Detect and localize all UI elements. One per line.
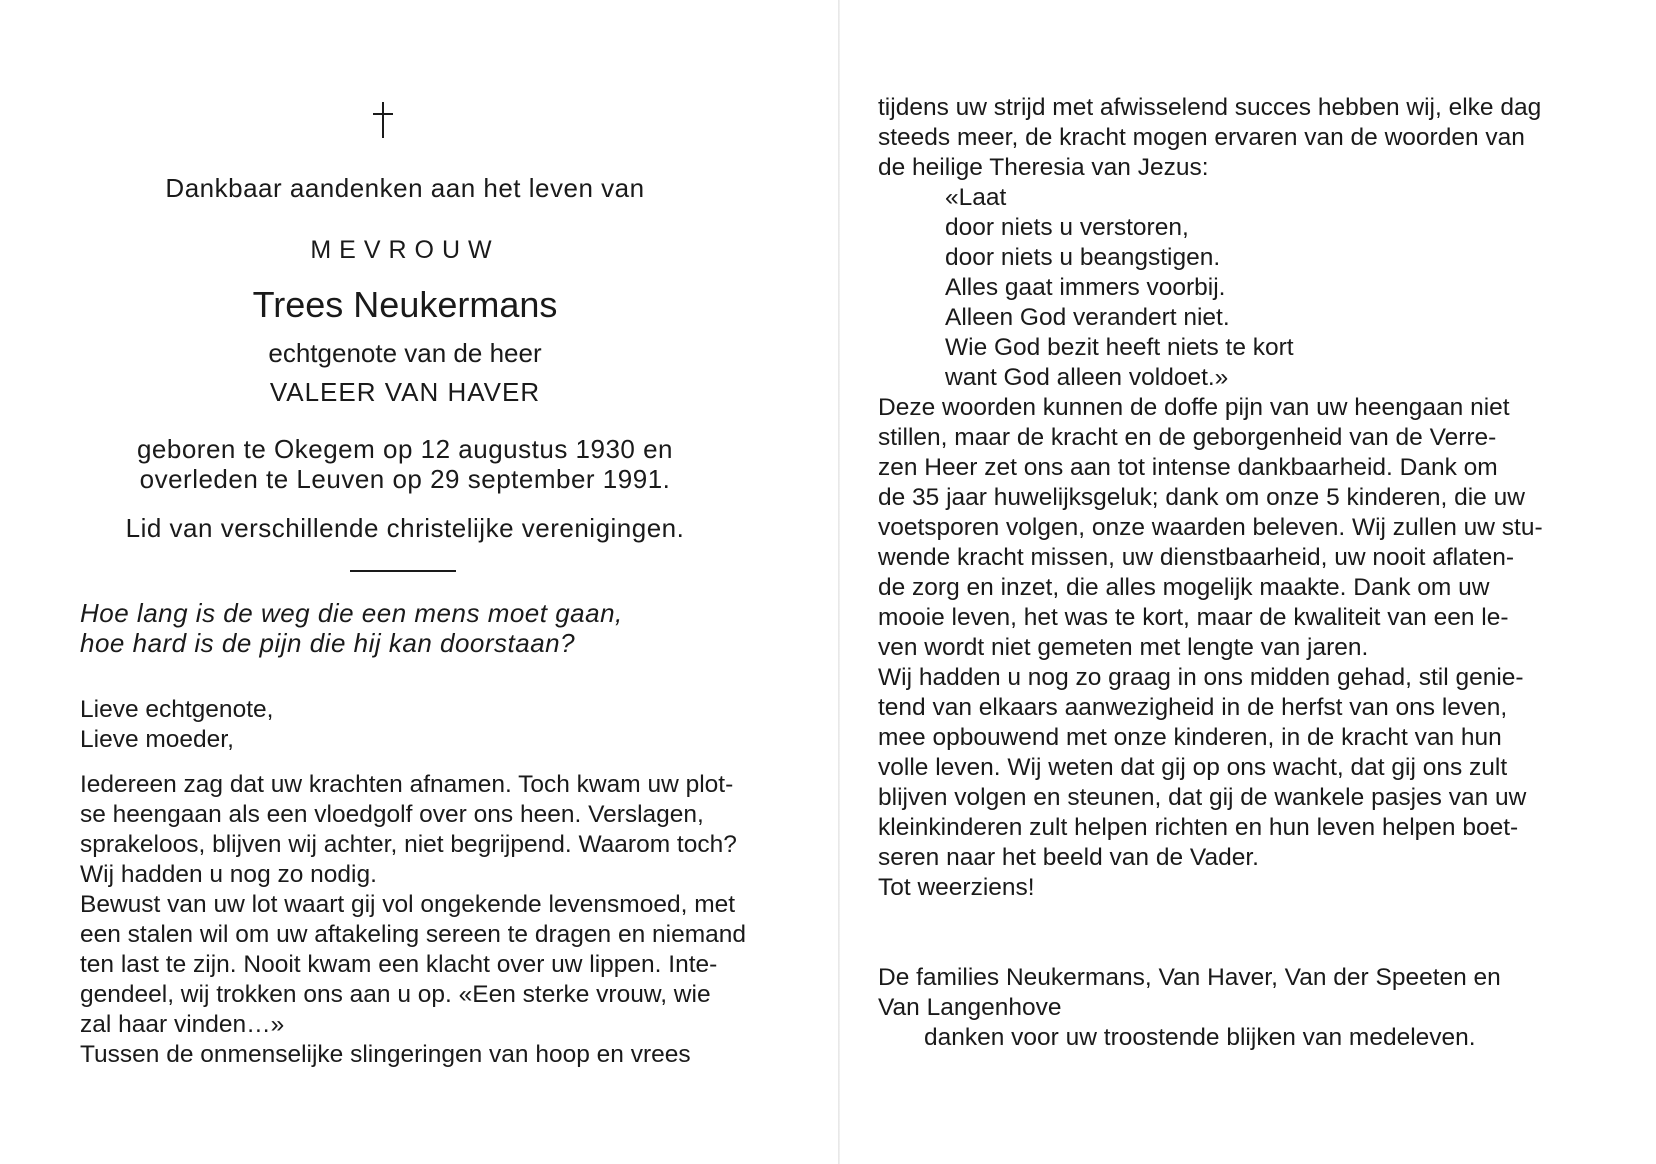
closing-signature [878, 963, 1501, 1053]
text-line: blijven volgen en steunen, dat gij de wankele pasjes van uw [878, 784, 1527, 811]
text-line: mooie leven, het was te kort, maar de kwaliteit van een le- [878, 604, 1509, 631]
text-line: volle leven. Wij weten dat gij op ons wacht, dat gij ons zult [878, 754, 1508, 781]
text-line: mee opbouwend met onze kinderen, in de kracht van hun [878, 724, 1502, 751]
text-line: seren naar het beeld van de Vader. [878, 844, 1259, 871]
quote-line: door niets u beangstigen. [945, 244, 1221, 271]
text-line: tend van elkaars aanwezigheid in de herfst van ons leven, [878, 694, 1508, 721]
text-line: Wij hadden u nog zo graag in ons midden gehad, stil genie- [878, 664, 1524, 691]
deceased-name: Trees Neukermans [252, 284, 558, 325]
quote-line: Alleen God verandert niet. [945, 304, 1230, 331]
poem [80, 598, 623, 658]
text-line: kleinkinderen zult helpen richten en hun leven helpen boet- [878, 814, 1519, 841]
membership-line: Lid van verschillende christelijke verenigingen. [125, 513, 685, 543]
closing-line: danken voor uw troostende blijken van medeleven. [924, 1024, 1476, 1051]
text-line: ven wordt niet gemeten met lengte van jaren. [878, 634, 1369, 661]
birth-line: geboren te Okegem op 12 augustus 1930 en [136, 434, 674, 464]
title-mevrouw: MEVROUW [310, 236, 500, 264]
text-line: se heengaan als een vloedgolf over ons heen. Verslagen, [80, 801, 704, 828]
text-line: Iedereen zag dat uw krachten afnamen. Toch kwam uw plot- [80, 771, 734, 798]
text-line: Tussen de onmenselijke slingeringen van hoop en vrees [80, 1041, 691, 1068]
text-line: stillen, maar de kracht en de geborgenheid van de Verre- [878, 424, 1497, 451]
text-line: zen Heer zet ons aan tot intense dankbaarheid. Dank om [878, 454, 1498, 481]
spouse-label: echtgenote van de heer [268, 338, 542, 368]
text-line: zal haar vinden…» [80, 1011, 285, 1038]
text-line: Tot weerziens! [878, 874, 1035, 901]
left-body-text [80, 770, 746, 1070]
text-line: steeds meer, de kracht mogen ervaren van de woorden van [878, 124, 1525, 151]
text-line: de heilige Theresia van Jezus: [878, 154, 1209, 181]
quote-line: Wie God bezit heeft niets te kort [945, 334, 1294, 361]
greeting [80, 695, 273, 755]
text-line: gendeel, wij trokken ons aan u op. «Een sterke vrouw, wie [80, 981, 711, 1008]
text-line: een stalen wil om uw aftakeling sereen te dragen en niemand [80, 921, 746, 948]
text-line: de zorg en inzet, die alles mogelijk maakte. Dank om uw [878, 574, 1490, 601]
greeting-line: Lieve moeder, [80, 726, 234, 753]
greeting-line: Lieve echtgenote, [80, 696, 274, 723]
card-fold-line [838, 0, 840, 1164]
text-line: voetsporen volgen, onze waarden beleven. Wij zullen uw stu- [878, 514, 1543, 541]
intro-text: Dankbaar aandenken aan het leven van [165, 173, 645, 203]
text-line: de 35 jaar huwelijksgeluk; dank om onze 5 kinderen, die uw [878, 484, 1525, 511]
text-line: Deze woorden kunnen de doffe pijn van uw heengaan niet [878, 394, 1510, 421]
text-line: wende kracht missen, uw dienstbaarheid, uw nooit aflaten- [878, 544, 1514, 571]
cross-icon [363, 100, 403, 140]
closing-line: Van Langenhove [878, 994, 1062, 1021]
poem-line: Hoe lang is de weg die een mens moet gaan, [80, 598, 623, 628]
text-line: sprakeloos, blijven wij achter, niet begrijpend. Waarom toch? [80, 831, 737, 858]
right-body-text [878, 93, 1543, 903]
death-line: overleden te Leuven op 29 september 1991. [139, 464, 671, 494]
text-line: ten last te zijn. Nooit kwam een klacht over uw lippen. Inte- [80, 951, 718, 978]
text-line: tijdens uw strijd met afwisselend succes hebben wij, elke dag [878, 94, 1542, 121]
text-line: Bewust van uw lot waart gij vol ongekende levensmoed, met [80, 891, 736, 918]
divider [350, 570, 456, 572]
quote-line: Alles gaat immers voorbij. [945, 274, 1226, 301]
quote-line: door niets u verstoren, [945, 214, 1189, 241]
closing-line: De families Neukermans, Van Haver, Van der Speeten en [878, 964, 1501, 991]
text-line: Wij hadden u nog zo nodig. [80, 861, 377, 888]
poem-line: hoe hard is de pijn die hij kan doorstaan? [80, 628, 576, 658]
spouse-name: VALEER VAN HAVER [269, 377, 541, 407]
quote-line: want God alleen voldoet.» [945, 364, 1229, 391]
quote-line: «Laat [945, 184, 1007, 211]
